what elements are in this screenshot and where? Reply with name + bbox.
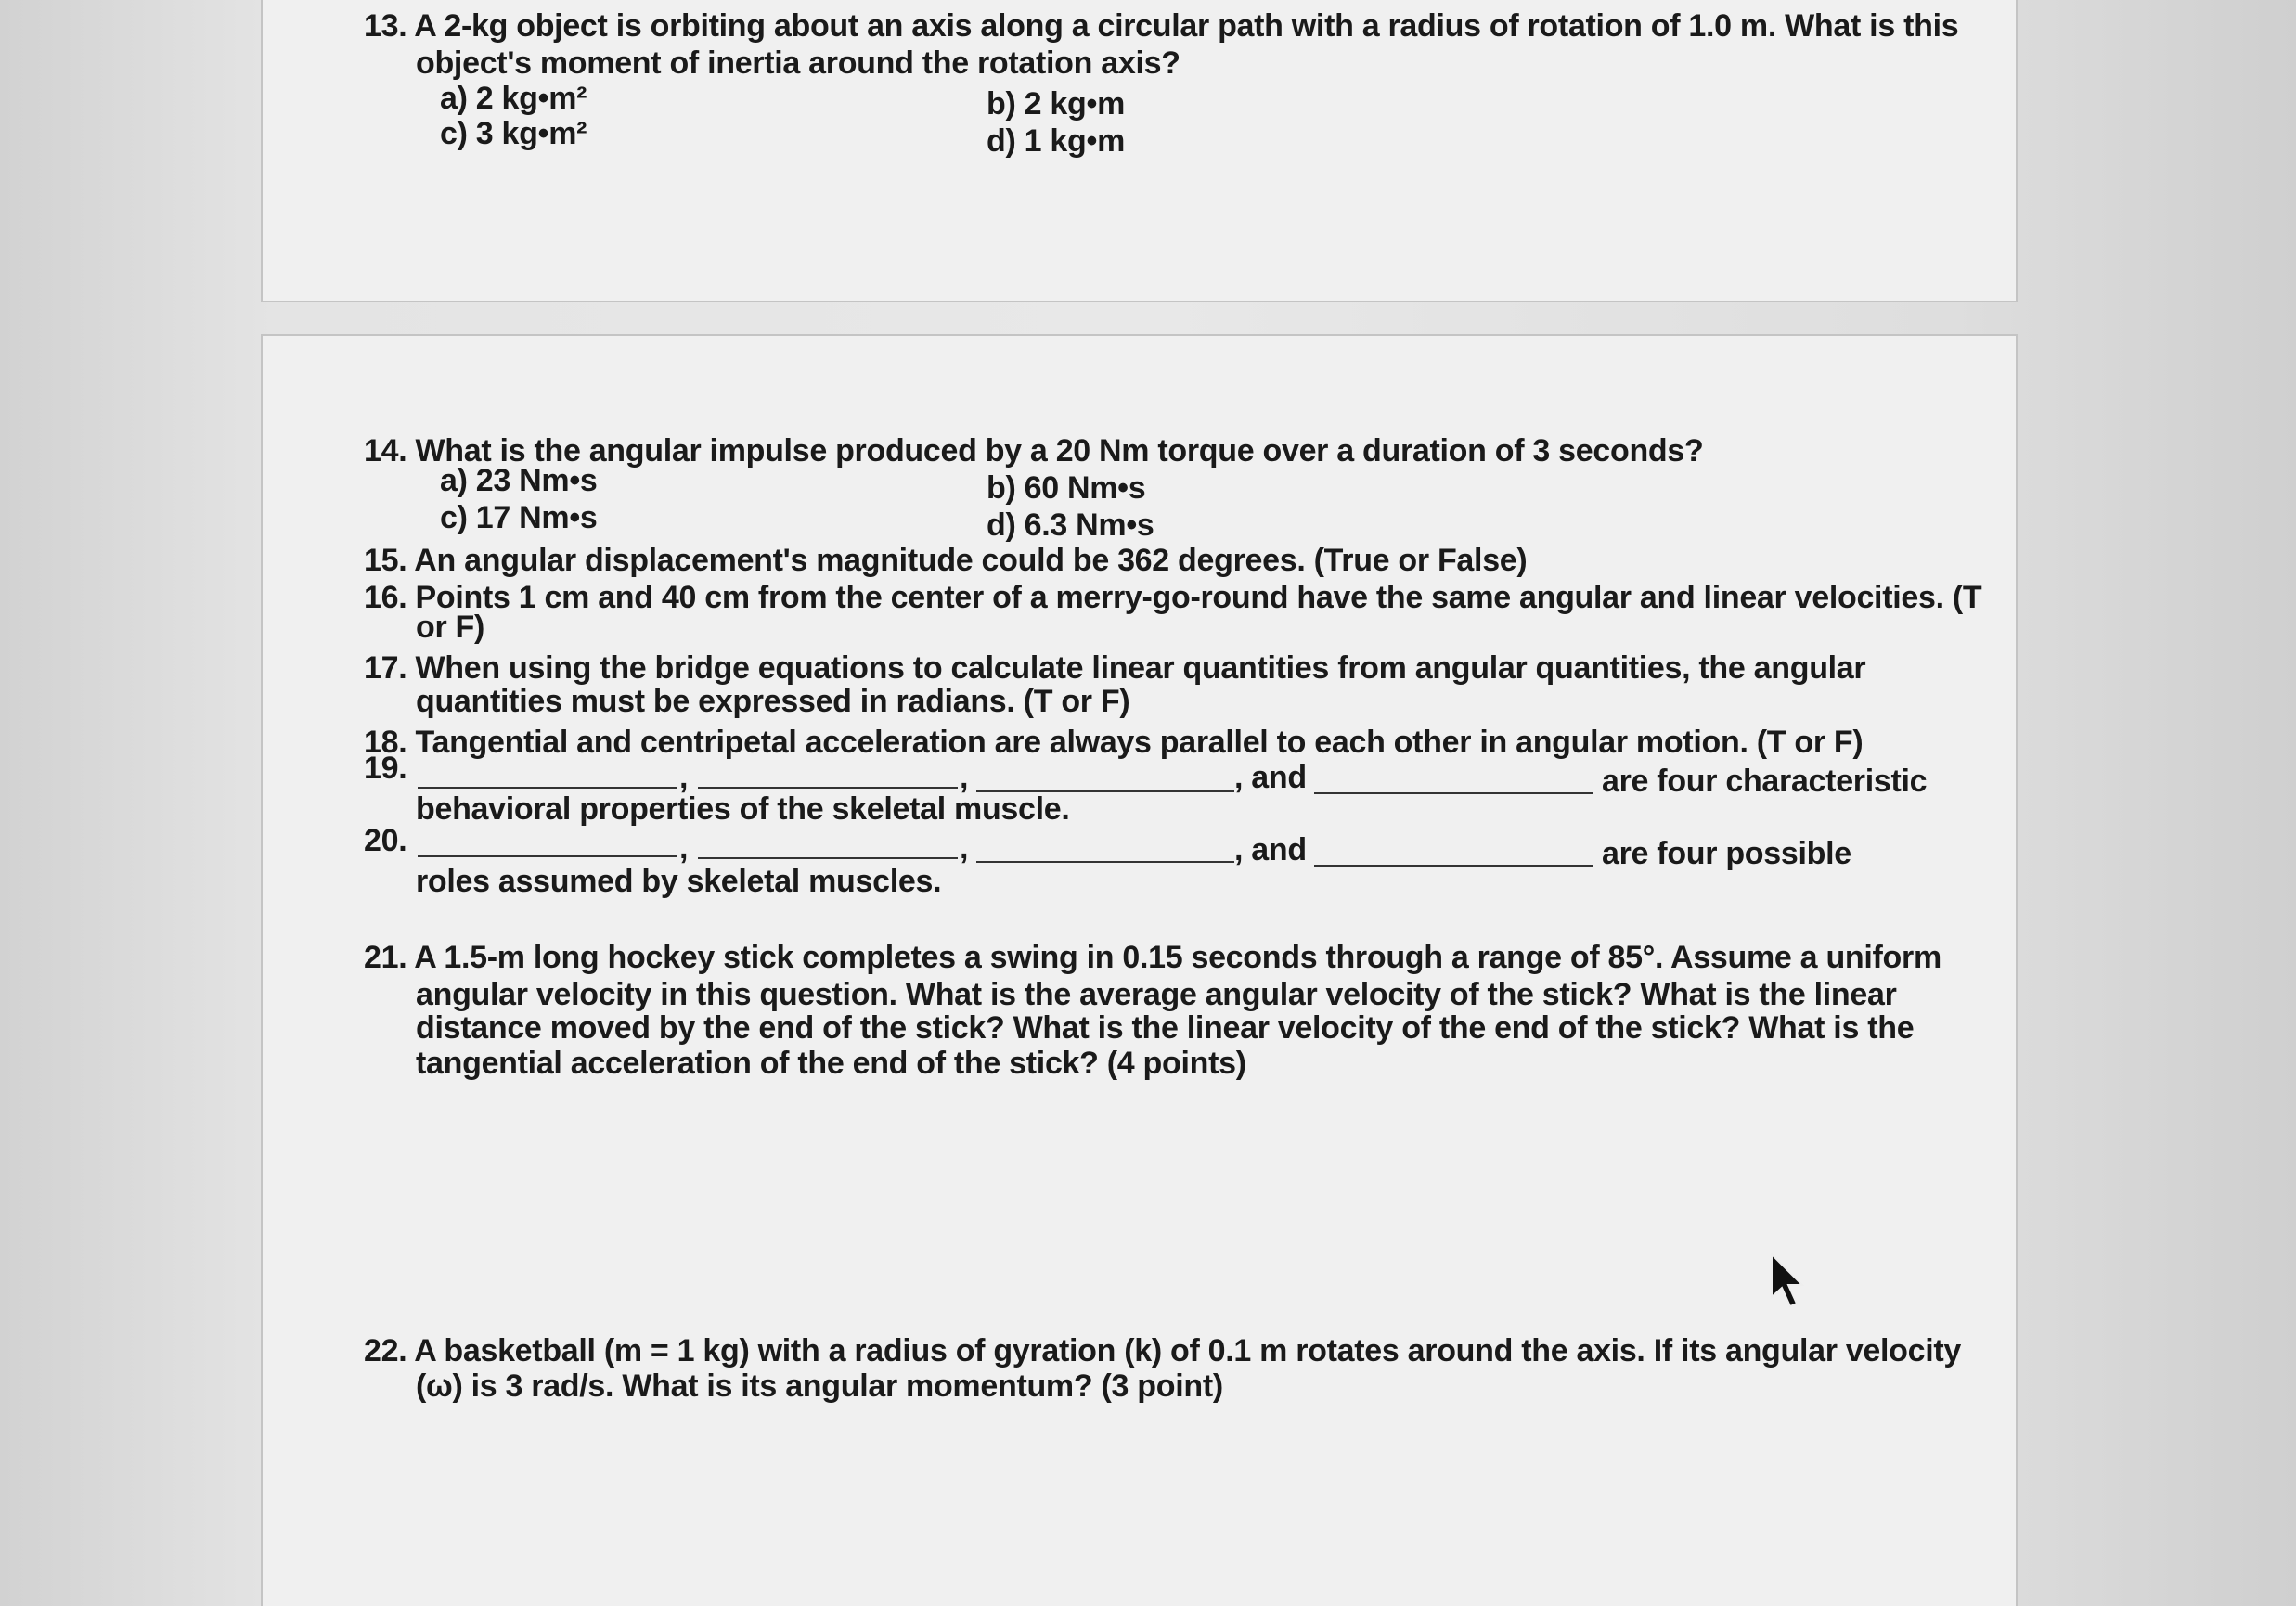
q14-option-d[interactable]: d) 6.3 Nm•s xyxy=(987,507,1154,543)
q20-line2: roles assumed by skeletal muscles. xyxy=(416,864,942,899)
q13-option-b[interactable]: b) 2 kg•m xyxy=(987,86,1126,122)
q20-blank-4[interactable] xyxy=(1314,865,1593,867)
q13-option-a[interactable]: a) 2 kg•m² xyxy=(440,81,587,116)
q20-blank-2[interactable] xyxy=(698,857,958,859)
q20-comma-2: , xyxy=(960,830,969,866)
q13-line1: 13. A 2-kg object is orbiting about an axis along a circular path with a radius of rotation of 1.0 m. What is this xyxy=(364,8,1959,44)
q20-number: 20. xyxy=(364,823,407,858)
q21-line1: 21. A 1.5-m long hockey stick completes a swing in 0.15 seconds through a range of 85°. Assume a uniform xyxy=(364,940,1941,975)
q20-comma-1: , xyxy=(679,830,689,866)
q19-comma-2: , xyxy=(960,760,969,795)
q18-text: 18. Tangential and centripetal acceleration are always parallel to each other in angular motion. (T or F) xyxy=(364,725,1864,760)
q19-blank-2[interactable] xyxy=(698,787,958,789)
q19-blank-4[interactable] xyxy=(1314,792,1593,794)
q13-line2: object's moment of inertia around the rotation axis? xyxy=(416,45,1180,81)
q22-line2: (ω) is 3 rad/s. What is its angular momentum? (3 point) xyxy=(416,1368,1223,1404)
mouse-cursor-icon xyxy=(1768,1253,1805,1308)
q21-line3: distance moved by the end of the stick? What is the linear velocity of the end of the stick? What is the xyxy=(416,1010,1915,1046)
q21-line2: angular velocity in this question. What is the average angular velocity of the stick? What is the linear xyxy=(416,977,1897,1012)
q15-text: 15. An angular displacement's magnitude could be 362 degrees. (True or False) xyxy=(364,543,1528,578)
q14-line1: 14. What is the angular impulse produced by a 20 Nm torque over a duration of 3 seconds? xyxy=(364,433,1704,469)
q14-option-a[interactable]: a) 23 Nm•s xyxy=(440,463,598,498)
q20-blank-1[interactable] xyxy=(418,855,677,857)
q19-and: , and xyxy=(1234,760,1307,795)
q20-and: , and xyxy=(1234,832,1307,867)
q14-option-c[interactable]: c) 17 Nm•s xyxy=(440,500,598,535)
q17-line1: 17. When using the bridge equations to calculate linear quantities from angular quantities, the angular xyxy=(364,650,1866,686)
q19-line2: behavioral properties of the skeletal muscle. xyxy=(416,791,1070,827)
q16-line1: 16. Points 1 cm and 40 cm from the center of a merry-go-round have the same angular and linear velocities. (T xyxy=(364,580,1982,615)
q13-option-c[interactable]: c) 3 kg•m² xyxy=(440,116,587,151)
q22-line1: 22. A basketball (m = 1 kg) with a radius of gyration (k) of 0.1 m rotates around the axis. If its angular velocity xyxy=(364,1333,1962,1368)
q19-number: 19. xyxy=(364,751,407,786)
q16-line2: or F) xyxy=(416,610,485,645)
q20-blank-3[interactable] xyxy=(976,861,1234,863)
q19-blank-1[interactable] xyxy=(418,787,677,789)
q20-tail: are four possible xyxy=(1602,836,1851,871)
q17-line2: quantities must be expressed in radians. (T or F) xyxy=(416,684,1130,719)
q21-line4: tangential acceleration of the end of the stick? (4 points) xyxy=(416,1046,1246,1081)
q19-comma-1: , xyxy=(679,760,689,795)
q14-option-b[interactable]: b) 60 Nm•s xyxy=(987,470,1146,506)
q19-tail: are four characteristic xyxy=(1602,764,1928,799)
q13-option-d[interactable]: d) 1 kg•m xyxy=(987,123,1126,159)
